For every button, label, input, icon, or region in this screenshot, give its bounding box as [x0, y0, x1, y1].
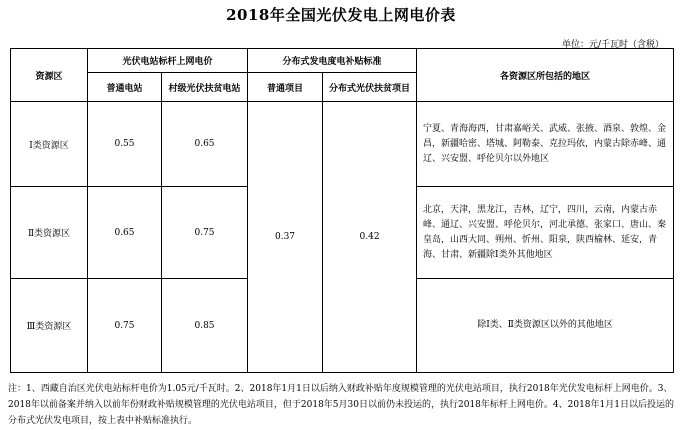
regions-cell: 宁夏、青海海西，甘肃嘉峪关、武威、张掖、酒泉、敦煌、金昌，新疆哈密、塔城、阿勒泰、克拉玛依，内蒙古除赤峰、通辽、兴安盟、呼伦贝尔以外地区	[417, 102, 674, 187]
regions-cell: 北京，天津，黑龙江，吉林，辽宁，四川，云南，内蒙古赤峰、通辽、兴安盟、呼伦贝尔，河北承德、张家口、唐山、秦皇岛，山西大同、朔州、忻州、阳泉，陕西榆林、延安，青海、甘肃、新疆除Ⅰ类外其他地区	[417, 187, 674, 279]
zone-cell: Ⅰ类资源区	[11, 102, 88, 187]
zone-cell: Ⅲ类资源区	[11, 279, 88, 373]
header-village-poverty-station: 村级光伏扶贫电站	[162, 73, 248, 102]
subsidy-normal-cell: 0.37	[248, 102, 323, 373]
header-distributed-group: 分布式发电度电补贴标准	[248, 49, 417, 73]
page-title: 2018年全国光伏发电上网电价表	[226, 6, 456, 24]
village-price-cell: 0.85	[162, 279, 248, 373]
regions-cell: 除Ⅰ类、Ⅱ类资源区以外的其他地区	[417, 279, 674, 373]
header-regions: 各资源区所包括的地区	[417, 49, 674, 102]
normal-price-cell: 0.75	[88, 279, 162, 373]
footnotes: 注：1、西藏自治区光伏电站标杆电价为1.05元/千瓦时。2、2018年1月1日以后纳入财政补贴年度规模管理的光伏电站项目，执行2018年光伏发电标杆上网电价。3、2018年以前备案并纳入以前年份财政补贴规模管理的光伏电站项目，但于2018年5月30日以前仍未投运的，执行2018年标杆上网电价。4、2018年1月1日以后投运的分布式光伏发电项目，按上表中补贴标准执行。	[8, 384, 674, 426]
village-price-cell: 0.65	[162, 102, 248, 187]
unit-label: 单位：元/千瓦时（含税）	[561, 40, 664, 50]
table-row	[11, 102, 674, 187]
normal-price-cell: 0.65	[88, 187, 162, 279]
village-price-cell: 0.75	[162, 187, 248, 279]
header-normal-project: 普通项目	[248, 73, 323, 102]
header-distributed-poverty: 分布式光伏扶贫项目	[323, 73, 417, 102]
header-normal-station: 普通电站	[88, 73, 162, 102]
header-benchmark-group: 光伏电站标杆上网电价	[88, 49, 248, 73]
header-row-1	[11, 49, 674, 73]
price-table	[10, 48, 674, 373]
zone-cell: Ⅱ类资源区	[11, 187, 88, 279]
header-resource-zone: 资源区	[11, 49, 88, 102]
subsidy-poverty-cell: 0.42	[323, 102, 417, 373]
normal-price-cell: 0.55	[88, 102, 162, 187]
